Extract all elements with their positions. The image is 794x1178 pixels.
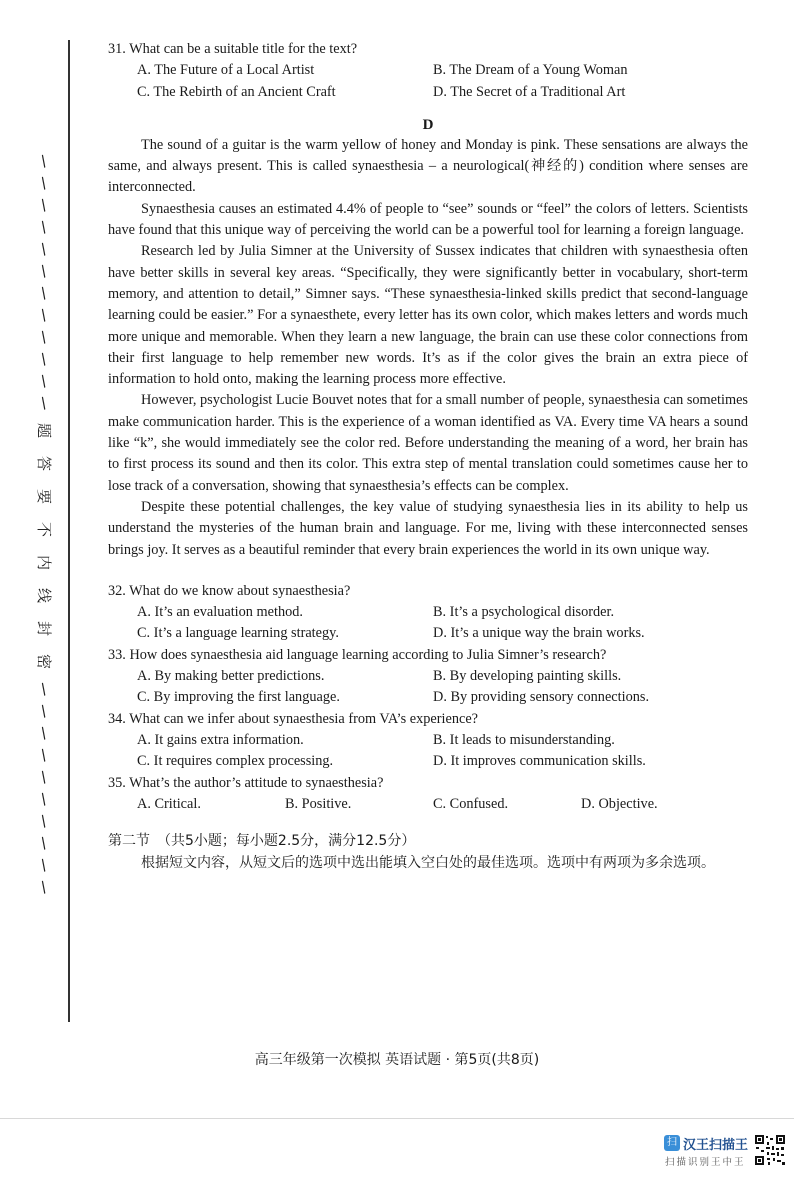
- question-35-stem: 35. What’s the author’s attitude to synaesthesia?: [108, 774, 384, 791]
- margin-slash: /: [37, 745, 51, 765]
- question-35-options: [137, 794, 748, 815]
- margin-slash: /: [37, 349, 51, 369]
- passage-paragraph-5: Despite these potential challenges, the key value of studying synaesthesia lies in its ability to help us understand the mysteries of the human brain and language. For me, living with these interconnected senses brings joy. It serves as a beautiful reminder that every brain experiences the world in its own unique way.: [108, 498, 748, 558]
- margin-slash: /: [37, 833, 51, 853]
- question-35-option-c: C. Confused.: [433, 795, 509, 812]
- margin-notice-char: 内: [35, 554, 54, 571]
- margin-slash: /: [37, 767, 51, 787]
- margin-slash: /: [37, 151, 51, 171]
- scanner-brand-subtitle: 扫描识别王中王: [665, 1157, 746, 1168]
- margin-slash: /: [37, 811, 51, 831]
- question-31-stem: 31. What can be a suitable title for the text?: [108, 41, 358, 57]
- page-footer: 高三年级第一次模拟 英语试题 · 第5页(共8页): [254, 1052, 540, 1068]
- passage-paragraph-1: The sound of a guitar is the warm yellow of honey and Monday is pink. These sensations are always the same, and always present. This is called synaesthesia – a neurological(神经的) condition where senses are interconnected.: [108, 136, 748, 196]
- question-31-options: [137, 60, 748, 103]
- spacer: [108, 561, 748, 581]
- margin-notice-char: 要: [35, 488, 54, 505]
- question-34-option-d: D. It improves communication skills.: [433, 753, 646, 770]
- margin-slash: /: [37, 195, 51, 215]
- margin-slash: /: [37, 217, 51, 237]
- question-35-option-b: B. Positive.: [285, 795, 352, 812]
- margin-slash: /: [37, 789, 51, 809]
- question-35: [108, 773, 748, 816]
- margin-slash: /: [37, 723, 51, 743]
- question-32-option-d: D. It’s a unique way the brain works.: [433, 625, 645, 642]
- question-31-option-b: B. The Dream of a Young Woman: [433, 62, 628, 79]
- scanner-brand-name: 汉王扫描王: [683, 1138, 749, 1153]
- question-31-option-a: A. The Future of a Local Artist: [137, 62, 315, 79]
- margin-slash: /: [37, 173, 51, 193]
- question-31-option-d: D. The Secret of a Traditional Art: [433, 83, 626, 100]
- question-31-option-c: C. The Rebirth of an Ancient Craft: [137, 83, 336, 100]
- question-33-option-c: C. By improving the first language.: [137, 689, 340, 706]
- question-33-option-d: D. By providing sensory connections.: [433, 689, 650, 706]
- margin-slash: /: [37, 679, 51, 699]
- section-2: [108, 830, 748, 874]
- seal-line-notice: [26, 150, 62, 920]
- section-2-instruction: 根据短文内容，从短文后的选项中选出能填入空白处的最佳选项。选项中有两项为多余选项。: [141, 855, 715, 872]
- question-32-option-a: A. It’s an evaluation method.: [137, 604, 303, 621]
- passage-paragraph-3: Research led by Julia Simner at the University of Sussex indicates that children with synaesthesia often have better skills in several key areas. “Specifically, they were significantly better in vocabulary, short-term memory, and attention to detail,” Simner says. “These synaesthesia-linked skills predict that second-language learning could be easier.” For a synaesthete, every letter has its own color, which makes letters and words much more unique and memorable. When they learn a new language, the brain can use these color connections from their first language to help remember new words. It’s as if the color gives the brain an extra piece of information to hold onto, making the learning process more effective.: [108, 243, 748, 388]
- question-31: [108, 39, 748, 103]
- question-34-options: [137, 730, 748, 773]
- scanner-logo-icon: 扫: [664, 1135, 680, 1151]
- margin-slash: /: [37, 305, 51, 325]
- margin-slash: /: [37, 371, 51, 391]
- question-34: [108, 709, 748, 773]
- question-34-stem: 34. What can we infer about synaesthesia from VA’s experience?: [108, 710, 479, 727]
- question-32: [108, 581, 748, 645]
- binding-line: [68, 40, 70, 1022]
- question-34-option-b: B. It leads to misunderstanding.: [433, 731, 615, 748]
- margin-slash: /: [37, 855, 51, 875]
- margin-notice-char: 不: [35, 521, 54, 538]
- question-32-options: [137, 602, 748, 645]
- question-33-option-b: B. By developing painting skills.: [433, 668, 622, 685]
- page-content: [108, 39, 748, 874]
- margin-notice-char: 线: [35, 587, 54, 604]
- margin-notice-char: 答: [35, 455, 54, 472]
- question-35-option-a: A. Critical.: [137, 795, 201, 812]
- margin-notice-char: 封: [35, 620, 54, 637]
- passage-paragraph-4: However, psychologist Lucie Bouvet notes that for a small number of people, synaesthesia can sometimes make communication harder. This is the experience of a woman identified as VA. Every time VA hears a sound like “k”, she would immediately see the color red. Before understanding the meaning of a word, her brain has to first process its sound and then its color. This extra step of mental translation could sometimes cause her to lose track of a conversation, showing that synaesthesia’s effects can be complex.: [108, 392, 748, 494]
- scanner-watermark: [664, 1134, 788, 1170]
- margin-slash: /: [37, 701, 51, 721]
- question-32-option-c: C. It’s a language learning strategy.: [137, 625, 339, 642]
- margin-slash: /: [37, 327, 51, 347]
- margin-slash: /: [37, 393, 51, 413]
- question-34-option-a: A. It gains extra information.: [137, 731, 304, 748]
- question-32-stem: 32. What do we know about synaesthesia?: [108, 582, 351, 599]
- margin-slash: /: [37, 877, 51, 897]
- scan-divider: [0, 1118, 794, 1119]
- question-34-option-c: C. It requires complex processing.: [137, 753, 334, 770]
- margin-slash: /: [37, 239, 51, 259]
- passage-title: D: [422, 116, 434, 133]
- margin-notice-char: 密: [35, 653, 54, 670]
- passage-body: [108, 135, 748, 561]
- question-35-option-d: D. Objective.: [581, 795, 658, 812]
- question-32-option-b: B. It’s a psychological disorder.: [433, 604, 615, 621]
- question-33-stem: 33. How does synaesthesia aid language learning according to Julia Simner’s research?: [108, 646, 607, 663]
- qr-code-icon: [754, 1134, 786, 1166]
- section-2-heading: 第二节 （共5小题；每小题2.5分，满分12.5分）: [108, 833, 416, 850]
- passage-paragraph-2: Synaesthesia causes an estimated 4.4% of people to “see” sounds or “feel” the colors of letters. Scientists have found that this unique way of perceiving the world can be a powerful tool for learning a foreign language.: [108, 200, 748, 239]
- question-33: [108, 645, 748, 709]
- margin-slash: /: [37, 283, 51, 303]
- margin-notice-char: 题: [35, 422, 54, 439]
- margin-slash: /: [37, 261, 51, 281]
- question-33-options: [137, 666, 748, 709]
- question-33-option-a: A. By making better predictions.: [137, 668, 325, 685]
